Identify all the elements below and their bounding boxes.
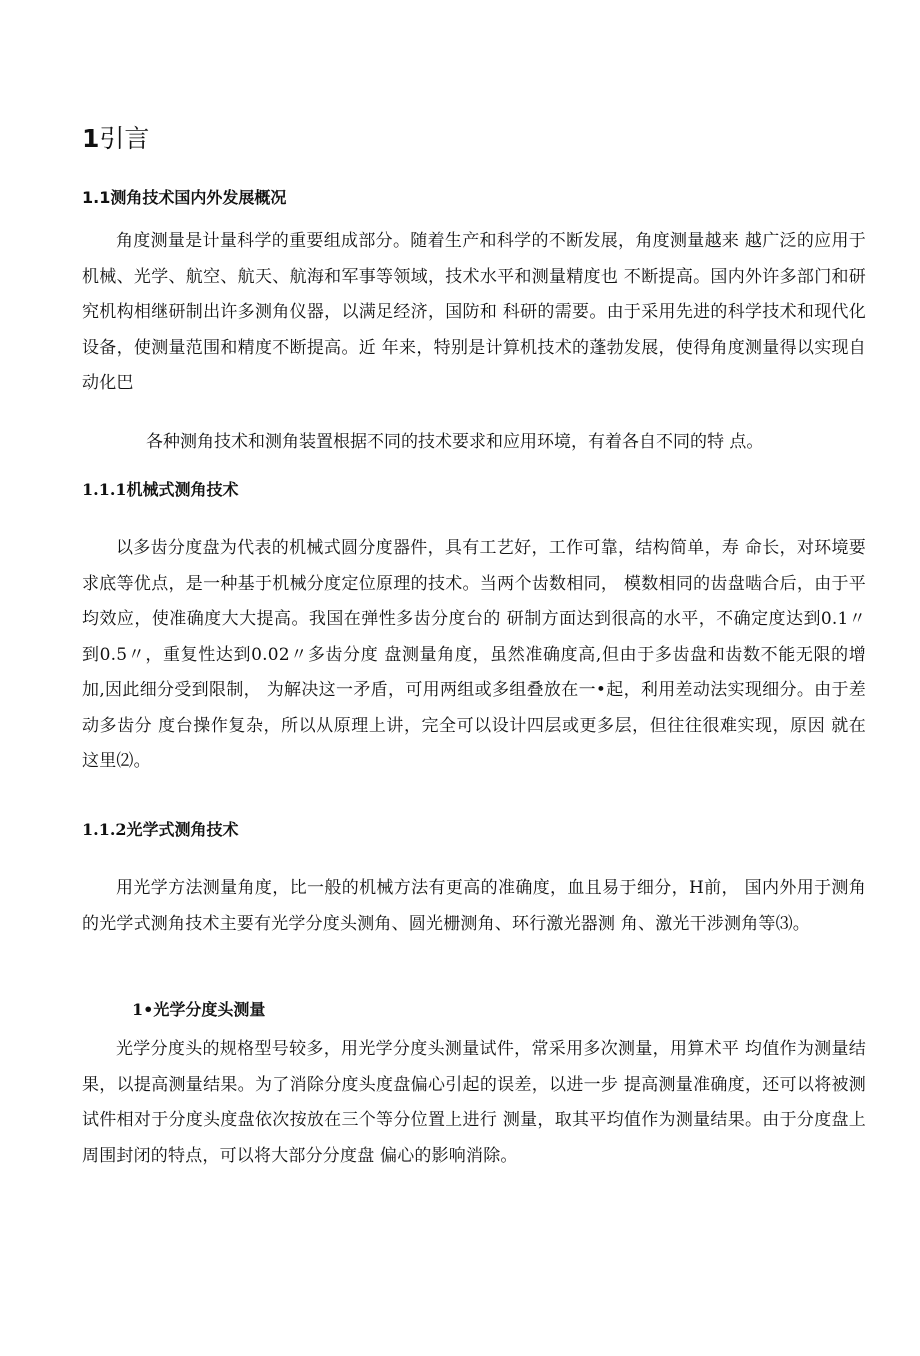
intro-summary-line: 各种测角技术和测角装置根据不同的技术要求和应用环境，有着各自不同的特 点。 (146, 432, 764, 452)
optical-divider-paragraph: 光学分度头的规格型号较多，用光学分度头测量试件，常采用多次测量，用算术平 均值作为测量结果，以提高测量结果。为了消除分度头度盘偏心引起的误差，以进一步 提高测量准确度，还可以将被测试件相对于分度头度盘依次按放在三个等分位置上进行 测量，取其平均值作为测量结果。由于分度盘上周围封闭的特点，可以将大部分分度盘 偏心的影响消除。 (82, 1039, 866, 1166)
chapter-title: 引言 (99, 124, 150, 153)
optical-paragraph: 用光学方法测量角度，比一般的机械方法有更高的准确度，血且易于细分，H前， 国内外用于测角的光学式测角技术主要有光学分度头测角、圆光栅测角、环行激光器测 角、激光干涉测角等⑶。 (82, 878, 866, 934)
subsection-heading-mechanical: 1.1.1机械式测角技术 (82, 480, 239, 499)
chapter-heading (82, 122, 149, 156)
mechanical-paragraph: 以多齿分度盘为代表的机械式圆分度器件，具有工艺好，工作可靠，结构简单，寿 命长，对环境要求底等优点，是一种基于机械分度定位原理的技术。当两个齿数相同， 模数相同的齿盘啮合后，由于平均效应，使准确度大大提高。我国在弹性多齿分度台的 研制方面达到很高的水平，不确定度达到0.1〃到0.5〃，重复性达到0.02〃多齿分度 盘测量角度，虽然准确度高,但由于多齿盘和齿数不能无限的增加,因此细分受到限制， 为解决这一矛盾，可用两组或多组叠放在一•起，利用差动法实现细分。由于差动多齿分 度台操作复杂，所以从原理上讲，完全可以设计四层或更多层，但往往很难实现，原因 就在这里⑵。 (82, 538, 866, 771)
intro-paragraph: 角度测量是计量科学的重要组成部分。随着生产和科学的不断发展，角度测量越来 越广泛的应用于机械、光学、航空、航天、航海和军事等领域，技术水平和测量精度也 不断提高。国内外许多部门和研究机构相继研制出许多测角仪器，以满足经济，国防和 科研的需要。由于采用先进的科学技术和现代化设备，使测量范围和精度不断提高。近 年来，特别是计算机技术的蓬勃发展，使得角度测量得以实现自动化巴 (82, 231, 866, 393)
chapter-number: 1 (82, 124, 100, 153)
optical-divider-heading: 1•光学分度头测量 (132, 1000, 266, 1019)
subsection-heading-optical: 1.1.2光学式测角技术 (82, 820, 239, 839)
section-heading: 1.1测角技术国内外发展概况 (82, 188, 287, 207)
